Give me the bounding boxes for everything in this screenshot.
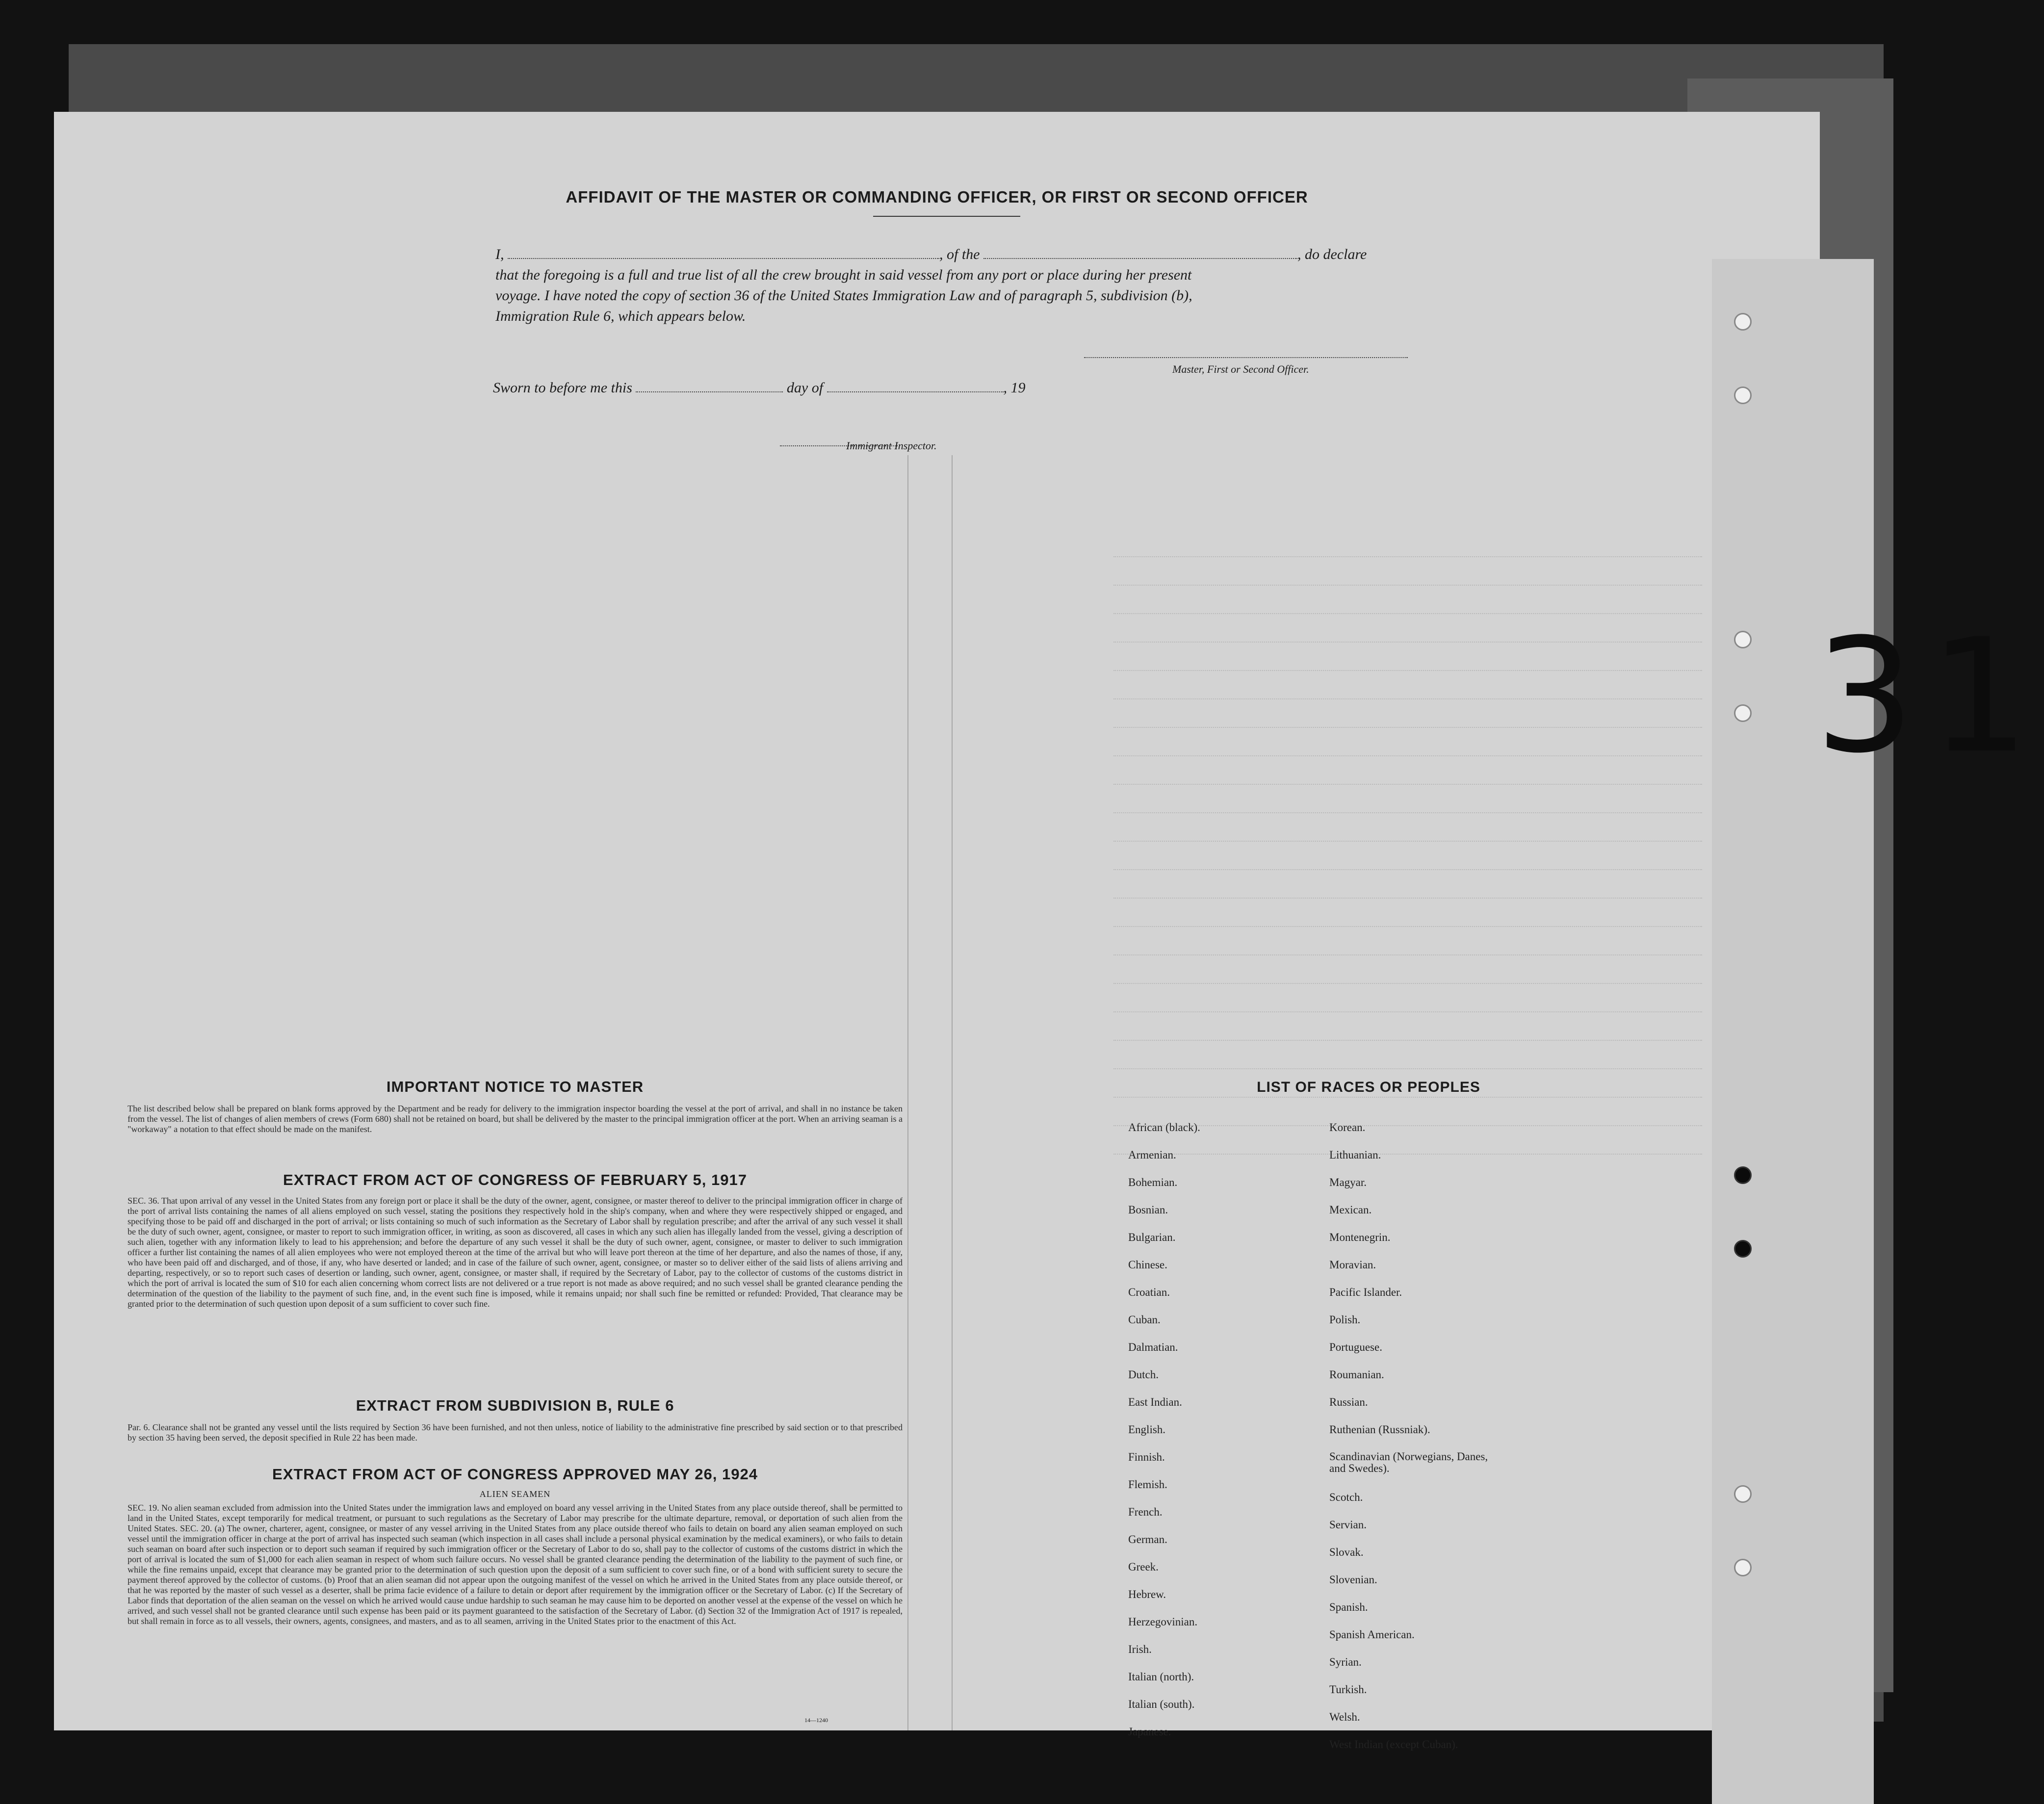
race-item: English. xyxy=(1128,1423,1166,1436)
race-item: Turkish. xyxy=(1329,1683,1367,1696)
act-1924-title: EXTRACT FROM ACT OF CONGRESS APPROVED MAY 26, 1924 xyxy=(272,1466,758,1483)
binder-hole xyxy=(1734,387,1752,404)
race-item: Servian. xyxy=(1329,1519,1367,1531)
race-item: Slovak. xyxy=(1329,1546,1364,1558)
race-item: Scotch. xyxy=(1329,1491,1363,1503)
handwritten-number: 31 xyxy=(1815,605,2044,788)
inspector-label: Immigrant Inspector. xyxy=(846,439,937,452)
sworn-month-blank xyxy=(827,391,1004,392)
day-of-text: day of xyxy=(786,380,824,396)
race-item: Ruthenian (Russniak). xyxy=(1329,1423,1430,1436)
name-blank xyxy=(508,258,939,259)
race-item: Korean. xyxy=(1329,1121,1366,1134)
master-label: Master, First or Second Officer. xyxy=(1172,363,1309,375)
race-item: Bohemian. xyxy=(1128,1176,1178,1188)
race-item: French. xyxy=(1128,1506,1163,1518)
sworn-text: Sworn to before me this xyxy=(493,380,632,396)
race-item: Italian (north). xyxy=(1128,1671,1194,1683)
affidavit-line-4: Immigration Rule 6, which appears below. xyxy=(495,308,746,324)
notice-text: The list described below shall be prepared on blank forms approved by the Department and be ready for delivery to the immigration inspector boarding the vessel at the port of arrival, and shall in no instance be taken from the vessel. The list of changes of alien members of crews (Form 680) shall not be retained on board, but shall be delivered by the master to the principal immigration officer at the port. When an arriving seaman is a "workaway" a notation to that effect should be made on the manifest. xyxy=(128,1104,903,1134)
race-item: Scandinavian (Norwegians, Danes, and Swedes). xyxy=(1329,1450,1488,1474)
act-1924-subtitle: ALIEN SEAMEN xyxy=(479,1489,551,1499)
act-1917-title: EXTRACT FROM ACT OF CONGRESS OF FEBRUARY 5, 1917 xyxy=(283,1171,747,1188)
race-item: Lithuanian. xyxy=(1329,1149,1381,1161)
race-item: Herzegovinian. xyxy=(1128,1616,1198,1628)
race-item: Dalmatian. xyxy=(1128,1341,1178,1353)
binder-hole xyxy=(1734,313,1752,331)
race-item: Welsh. xyxy=(1329,1711,1360,1723)
race-item: Dutch. xyxy=(1128,1368,1159,1381)
of-the-text: , of the xyxy=(939,246,980,262)
race-item: Montenegrin. xyxy=(1329,1231,1391,1243)
notice-title: IMPORTANT NOTICE TO MASTER xyxy=(386,1078,644,1095)
race-item: Japanese. xyxy=(1128,1726,1171,1738)
race-item: Russian. xyxy=(1329,1396,1368,1408)
binder-hole xyxy=(1734,1559,1752,1576)
race-item: Croatian. xyxy=(1128,1286,1170,1298)
sworn-day-blank xyxy=(636,391,783,392)
binder-hole xyxy=(1734,704,1752,722)
race-item: Italian (south). xyxy=(1128,1698,1195,1710)
manifest-page xyxy=(54,112,1820,1751)
race-item: Finnish. xyxy=(1128,1451,1165,1463)
affidavit-line-2: that the foregoing is a full and true list of all the crew brought in said vessel from any port or place during her present xyxy=(495,267,1192,283)
race-item: Roumanian. xyxy=(1329,1368,1384,1381)
title-rule xyxy=(873,216,1020,217)
rule-6-title: EXTRACT FROM SUBDIVISION B, RULE 6 xyxy=(356,1397,674,1414)
race-item: East Indian. xyxy=(1128,1396,1182,1408)
races-title: LIST OF RACES OR PEOPLES xyxy=(1257,1079,1480,1095)
race-item: Cuban. xyxy=(1128,1314,1161,1326)
bleed-through-rows xyxy=(1113,543,1702,1157)
rule-6-text: Par. 6. Clearance shall not be granted any vessel until the lists required by Section 36 have been furnished, and not then unless, notice of liability to the administrative fine prescribed by said section or to that prescribed by section 35 having been served, the deposit specified in Rule 22 has been made. xyxy=(128,1422,903,1443)
master-signature-line xyxy=(1084,357,1408,358)
affidavit-line-3: voyage. I have noted the copy of section 36 of the United States Immigration Law and of paragraph 5, subdivision (b), xyxy=(495,287,1192,304)
race-item: Polish. xyxy=(1329,1314,1361,1326)
race-item: African (black). xyxy=(1128,1121,1200,1134)
race-item: Portuguese. xyxy=(1329,1341,1382,1353)
race-item: German. xyxy=(1128,1533,1167,1546)
act-1917-text: SEC. 36. That upon arrival of any vessel in the United States from any foreign port or place it shall be the duty of the owner, agent, consignee, or master thereof to deliver to the principal immigration officer in charge of the port of arrival lists containing the names of all aliens employed on such vessel, stating the positions they respectively hold in the ship's company, when and where they were respectively shipped or engaged, and specifying those to be paid off and discharged in the port of arrival; or lists containing so much of such information as the Secretary of Labor shall by regulation prescribe; and after the arrival of any such vessel it shall be the duty of such owner, agent, consignee, or master to report to such immigration officer, in writing, as soon as discovered, all cases in which any such alien has illegally landed from the vessel, giving a description of such alien, together with any information likely to lead to his apprehension; and before the departure of any such vessel it shall be the duty of such owner, agent, consignee, or master to deliver to such immigration officer a further list containing the names of all alien employees who were not employed thereon at the time of the arrival but who will leave port thereon at the time of her departure, and also the names of those, if any, who have been paid off and discharged, and of those, if any, who have deserted or landed; and in case of the failure of such owner, agent, consignee, or master so to deliver either of the said lists of aliens arriving and departing, respectively, or so to report such cases of desertion or landing, such owner, agent, consignee, or master shall, if required by the Secretary of Labor, pay to the collector of customs of the customs district in which the port of arrival is located the sum of $10 for each alien concerning whom correct lists are not delivered or a true report is not made as above required; and no such vessel shall be granted clearance pending the determination of the question of the liability to the payment of such fine, and, in the event such fine is imposed, while it remains unpaid; nor shall such fine be remitted or refunded: Provided, That clearance may be granted prior to the determination of such question upon deposit of a sum sufficient to cover such fine. xyxy=(128,1196,903,1309)
race-item: Moravian. xyxy=(1329,1259,1376,1271)
binder-hole xyxy=(1734,1485,1752,1503)
vessel-blank xyxy=(983,258,1297,259)
affidavit-title: AFFIDAVIT OF THE MASTER OR COMMANDING OFFICER, OR FIRST OR SECOND OFFICER xyxy=(566,188,1308,206)
affidavit-line-1 xyxy=(495,244,1467,265)
race-item: Magyar. xyxy=(1329,1176,1367,1188)
binder-hole-punched xyxy=(1734,1166,1752,1184)
race-item: Mexican. xyxy=(1329,1204,1372,1216)
race-item: Slovenian. xyxy=(1329,1573,1377,1586)
race-item: Bulgarian. xyxy=(1128,1231,1176,1243)
race-item: Spanish American. xyxy=(1329,1628,1415,1641)
race-item: Greek. xyxy=(1128,1561,1159,1573)
race-item: Armenian. xyxy=(1128,1149,1176,1161)
race-item: Irish. xyxy=(1128,1643,1152,1655)
act-1924-text: SEC. 19. No alien seaman excluded from admission into the United States under the immigration laws and employed on board any vessel arriving in the United States from any place outside thereof, shall be permitted to land in the United States, except temporarily for medical treatment, or pursuant to such regulations as the Secretary of Labor may prescribe for the ultimate departure, removal, or deportation of such alien from the United States. SEC. 20. (a) The owner, charterer, agent, consignee, or master of any vessel arriving in the United States from any place outside thereof who fails to detain on board any alien seaman employed on such vessel until the immigration officer in charge at the port of arrival has inspected such seaman (which inspection in all cases shall include a personal physical examination by the medical examiners), or who fails to detain such seaman on board after such inspection or to deport such seaman if required by such immigration officer or the Secretary of Labor to do so, shall pay to the collector of customs of the customs district in which the port of arrival is located the sum of $1,000 for each alien seaman in respect of whom such failure occurs. No vessel shall be granted clearance pending the determination of the liability to the payment of such fine, or while the fine remains unpaid, except that clearance may be granted prior to the determination of such question upon the deposit of a sum sufficient to cover such fine, or of a bond with sufficient surety to secure the payment thereof approved by the collector of customs. (b) Proof that an alien seaman did not appear upon the outgoing manifest of the vessel on which he arrived in the United States from any place outside thereof, or that he was reported by the master of such vessel as a deserter, shall be prima facie evidence of a failure to detain or deport after requirement by the immigration officer or the Secretary of Labor. (c) If the Secretary of Labor finds that deportation of the alien seaman on the vessel on which he arrived would cause undue hardship to such seaman he may cause him to be deported on another vessel at the expense of the vessel on which he arrived, and such vessel shall not be granted clearance until such expense has been paid or its payment guaranteed to the satisfaction of the Secretary of Labor. (d) Section 32 of the Immigration Act of 1917 is repealed, but shall remain in force as to all vessels, their owners, agents, consignees, and masters, and as to all seamen, arriving in the United States prior to the enactment of this Act. xyxy=(128,1503,903,1626)
year-text: , 19 xyxy=(1003,380,1026,396)
race-item: Bosnian. xyxy=(1128,1204,1168,1216)
form-number: 14—1240 xyxy=(804,1717,828,1724)
race-item: Hebrew. xyxy=(1128,1588,1166,1600)
binder-hole xyxy=(1734,631,1752,648)
do-declare-text: , do declare xyxy=(1297,246,1367,262)
race-item: Spanish. xyxy=(1329,1601,1368,1613)
bleed-column-line-2 xyxy=(952,455,953,1730)
race-item: West Indian (except Cuban). xyxy=(1329,1738,1458,1751)
race-item: Syrian. xyxy=(1329,1656,1362,1668)
race-item: Flemish. xyxy=(1128,1478,1167,1491)
race-item: Pacific Islander. xyxy=(1329,1286,1402,1298)
sworn-line xyxy=(493,378,1464,398)
affidavit-i: I, xyxy=(495,246,504,262)
race-item: Chinese. xyxy=(1128,1259,1167,1271)
binder-hole-punched xyxy=(1734,1240,1752,1258)
